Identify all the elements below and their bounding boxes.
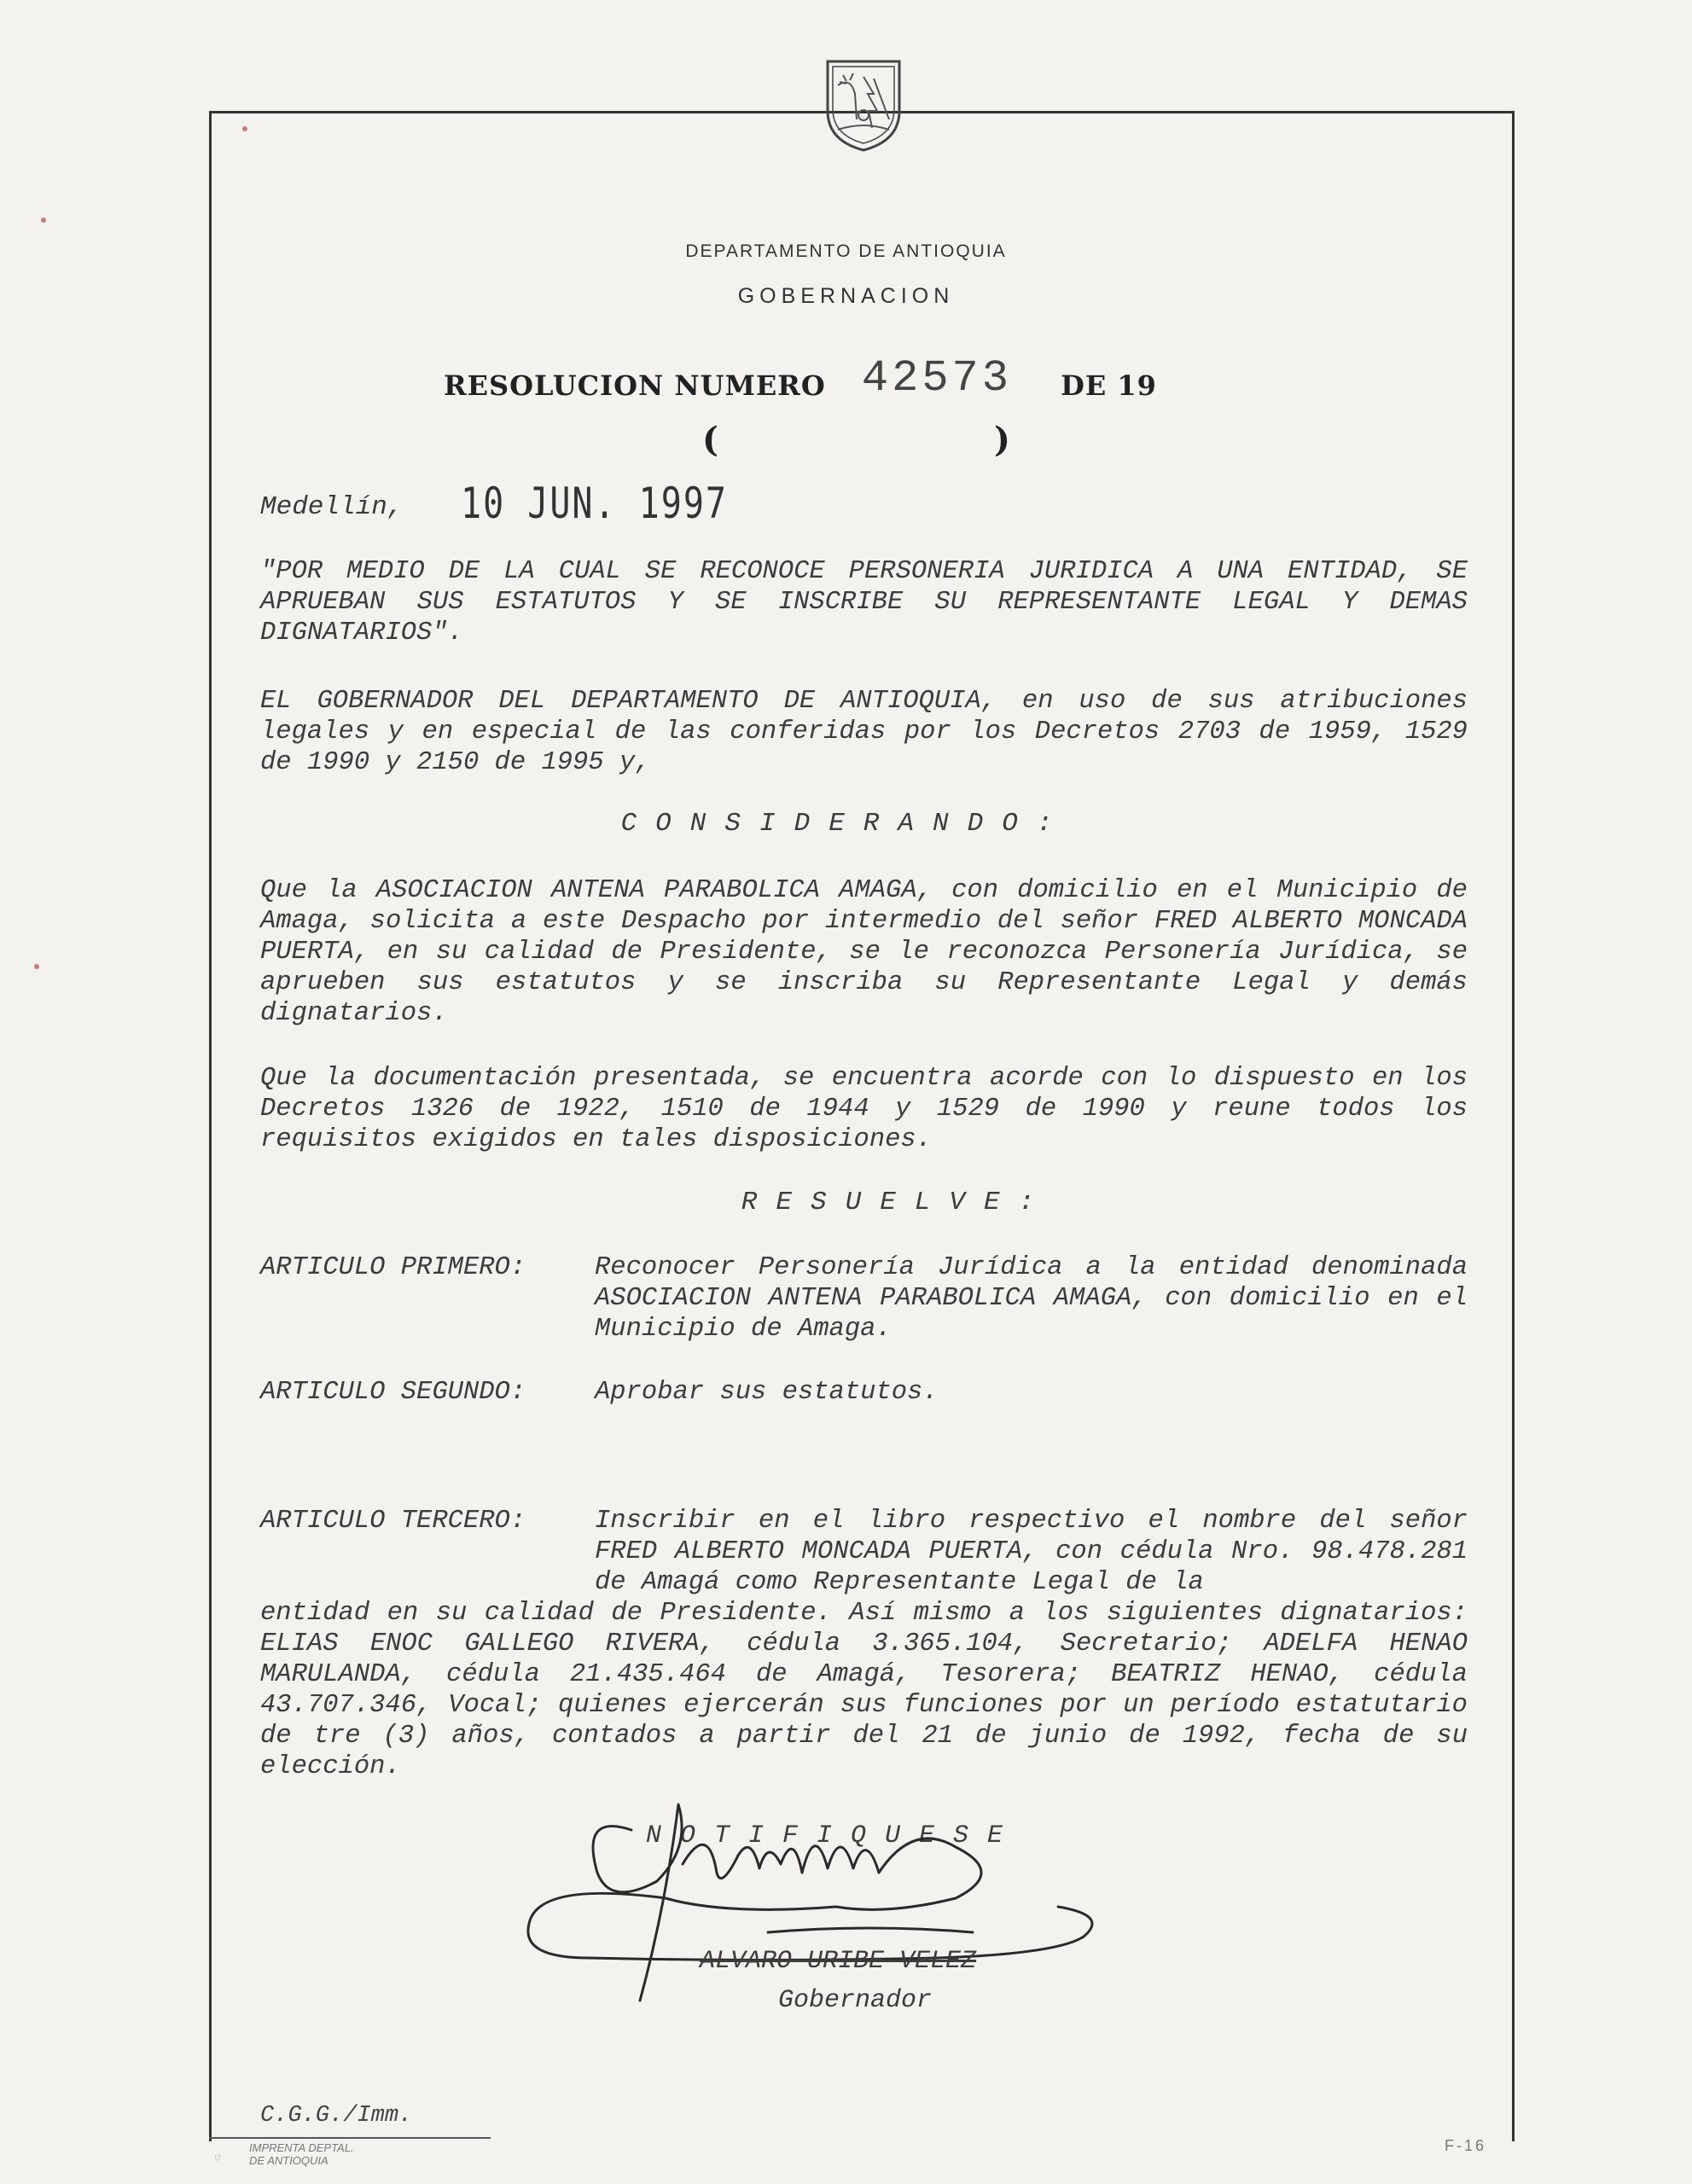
- article-1-text: Reconocer Personería Jurídica a la entidad denominada ASOCIACION ANTENA PARABOLICA AMAGA, con domicilio en el Municipio de Amaga.: [595, 1253, 1468, 1344]
- paper-speck: [34, 964, 39, 969]
- considerando-heading: CONSIDERANDO:: [620, 809, 1072, 839]
- article-2-text: Aprobar sus estatutos.: [595, 1378, 939, 1407]
- article-3-text: Inscribir en el libro respectivo el nombre del señor FRED ALBERTO MONCADA PUERTA, con cédula Nro. 98.478.281 de Amagá como Representante Legal de la: [595, 1507, 1468, 1597]
- resolution-label: RESOLUCION NUMERO: [444, 369, 826, 402]
- governor-title: Gobernador: [778, 1986, 933, 2015]
- governor-name: ALVARO URIBE VELEZ: [700, 1947, 977, 1976]
- department-name: DEPARTAMENTO DE ANTIOQUIA: [685, 241, 1007, 261]
- considerando-paragraph-1: Que la ASOCIACION ANTENA PARABOLICA AMAGA, con domicilio en el Municipio de Amaga, solicita a este Despacho por intermedio del señor FRED ALBERTO MONCADA PUERTA, en su calidad de Presidente, se le reconozca Personería Jurídica, se aprueben sus estatutos y se inscriba su Representante Legal y demás dignatarios.: [260, 876, 1468, 1028]
- form-code: F-16: [1445, 2137, 1487, 2154]
- governor-signature: [512, 1787, 1212, 2009]
- resuelve-heading: RESUELVE:: [741, 1188, 1054, 1217]
- printer-line-1: IMPRENTA DEPTAL.: [249, 2141, 354, 2154]
- resolution-year-label: DE 19: [1061, 369, 1157, 402]
- date-stamp: 10 JUN. 1997: [461, 479, 728, 529]
- city-label: Medellín,: [260, 492, 404, 522]
- paper-speck: [41, 218, 46, 223]
- printer-line-2: DE ANTIOQUIA: [249, 2154, 329, 2167]
- paper-speck: [242, 126, 247, 131]
- paren-open: (: [702, 420, 718, 460]
- article-3-label: ARTICULO TERCERO:: [260, 1507, 526, 1536]
- governor-intro: EL GOBERNADOR DEL DEPARTAMENTO DE ANTIOQUIA, en uso de sus atribuciones legales y en especial de las conferidas por los Decretos 2703 de 1959, 1529 de 1990 y 2150 de 1995 y,: [260, 687, 1468, 777]
- resolution-title: "POR MEDIO DE LA CUAL SE RECONOCE PERSONERIA JURIDICA A UNA ENTIDAD, SE APRUEBAN SUS ESTATUTOS Y SE INSCRIBE SU REPRESENTANTE LEGAL Y DEMAS DIGNATARIOS".: [260, 557, 1468, 648]
- article-3-continuation: entidad en su calidad de Presidente. Así mismo a los siguientes dignatarios: ELIAS ENOC GALLEGO RIVERA, cédula 3.365.104, Secretario; ADELFA HENAO MARULANDA, cédula 21.435.464 de Amagá, Tesorera; BEATRIZ HENAO, cédula 43.707.346, Vocal; quienes ejercerán sus funciones por un período estatutario de tre (3) años, contados a partir del 21 de junio de 1992, fecha de su elección.: [260, 1599, 1468, 1781]
- printer-imprint: [249, 2141, 354, 2167]
- considerando-paragraph-2: Que la documentación presentada, se encuentra acorde con lo dispuesto en los Decretos 1326 de 1922, 1510 de 1944 y 1529 de 1990 y reune todos los requisitos exigidos en tales disposiciones.: [260, 1064, 1468, 1154]
- article-2-label: ARTICULO SEGUNDO:: [260, 1378, 526, 1407]
- document-border-bottom: [209, 2137, 491, 2139]
- office-name: GOBERNACION: [737, 284, 955, 308]
- notify-heading: NOTIFIQUESE: [646, 1821, 1022, 1850]
- resolution-number: 42573: [861, 353, 1012, 404]
- antioquia-coat-of-arms-icon: [821, 51, 906, 154]
- printer-crest-icon: [215, 2139, 246, 2176]
- article-1-label: ARTICULO PRIMERO:: [260, 1253, 526, 1282]
- paren-close: ): [994, 420, 1010, 460]
- resolution-line: [444, 353, 1157, 409]
- typist-initials: C.G.G./Imm.: [260, 2103, 413, 2129]
